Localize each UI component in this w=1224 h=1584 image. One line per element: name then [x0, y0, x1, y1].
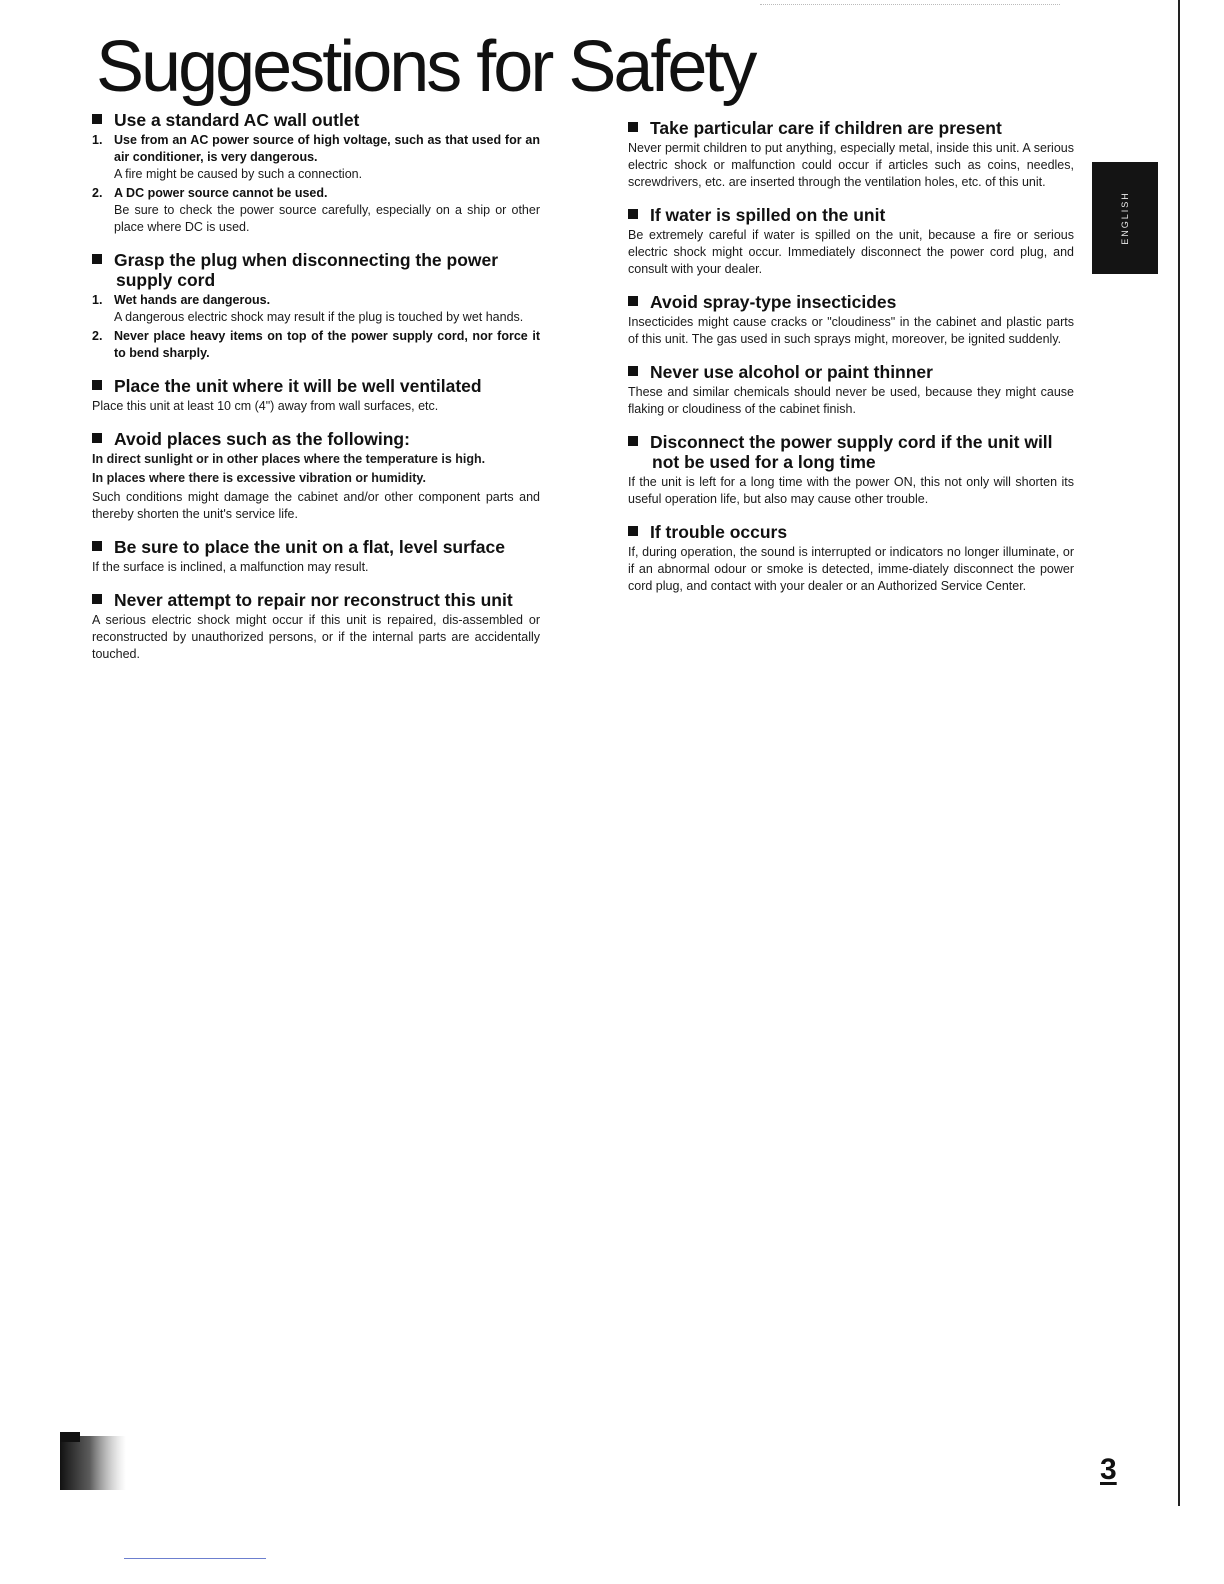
section-grasp-plug — [92, 250, 540, 362]
square-bullet-icon — [92, 114, 102, 124]
section-ventilation — [92, 376, 540, 415]
section-body: Place this unit at least 10 cm (4") away from wall surfaces, etc. — [92, 399, 439, 413]
square-bullet-icon — [628, 436, 638, 446]
item-lead: Use from an AC power source of high voltage, such as that used for an air conditioner, is very dangerous. — [114, 133, 540, 164]
section-heading: Grasp the plug when disconnecting the power supply cord — [92, 250, 540, 290]
section-heading: Avoid places such as the following: — [92, 429, 540, 449]
section-body: If the unit is left for a long time with the power ON, this not only will shorten its useful operation life, but also may cause other trouble. — [628, 475, 1074, 506]
left-column — [92, 110, 540, 677]
square-bullet-icon — [92, 594, 102, 604]
square-bullet-icon — [628, 122, 638, 132]
section-alcohol-thinner — [628, 362, 1074, 418]
section-standard-outlet — [92, 110, 540, 236]
item-lead: Never place heavy items on top of the power supply cord, nor force it to bend sharply. — [114, 329, 540, 360]
square-bullet-icon — [92, 541, 102, 551]
square-bullet-icon — [628, 296, 638, 306]
square-bullet-icon — [628, 209, 638, 219]
section-level-surface — [92, 537, 540, 576]
item-number: 2. — [92, 329, 103, 343]
section-heading: If trouble occurs — [628, 522, 1074, 542]
section-heading: Place the unit where it will be well ventilated — [92, 376, 540, 396]
square-bullet-icon — [92, 254, 102, 264]
item-lead: A DC power source cannot be used. — [114, 186, 328, 200]
section-body: Such conditions might damage the cabinet and/or other component parts and thereby shorten the unit's service life. — [92, 490, 540, 521]
section-heading: Avoid spray-type insecticides — [628, 292, 1074, 312]
square-bullet-icon — [92, 380, 102, 390]
section-bold-line: In direct sunlight or in other places where the temperature is high. — [92, 452, 486, 466]
item-number: 2. — [92, 186, 103, 200]
section-body: A serious electric shock might occur if this unit is repaired, dis-assembled or reconstructed by unauthorized persons, or if the internal parts are accidentally touched. — [92, 613, 540, 661]
page-number: 3 — [1100, 1453, 1117, 1486]
language-tab — [1092, 162, 1158, 274]
section-body: If, during operation, the sound is interrupted or indicators no longer illuminate, or if an abnormal odour or smoke is detected, imme-diately disconnect the power cord plug, and contact with your dealer or an Authorized Service Center. — [628, 545, 1074, 593]
numbered-item — [92, 185, 540, 236]
scan-dotted-edge — [760, 4, 1060, 5]
section-heading: Use a standard AC wall outlet — [92, 110, 540, 130]
numbered-item — [92, 292, 540, 326]
section-children — [628, 118, 1074, 191]
numbered-item — [92, 132, 540, 183]
section-body: If the surface is inclined, a malfunction may result. — [92, 560, 369, 574]
section-body: These and similar chemicals should never be used, because they might cause flaking or cloudiness of the cabinet finish. — [628, 385, 1074, 416]
bottom-edge-line — [124, 1558, 266, 1559]
section-trouble — [628, 522, 1074, 595]
section-no-repair — [92, 590, 540, 663]
language-tab-label: ENGLISH — [1119, 191, 1130, 245]
section-body: Be extremely careful if water is spilled on the unit, because a fire or serious electric shock might occur. Immediately disconnect the power cord plug, and consult with your dealer. — [628, 228, 1074, 276]
section-water-spill — [628, 205, 1074, 278]
square-bullet-icon — [92, 433, 102, 443]
section-body: Never permit children to put anything, especially metal, inside this unit. A serious electric shock or malfunction could occur if articles such as coins, needles, screwdrivers, etc. are inserted through the ventilation holes, etc. of this unit. — [628, 141, 1074, 189]
item-lead: Wet hands are dangerous. — [114, 293, 271, 307]
section-heading: Disconnect the power supply cord if the unit will not be used for a long time — [628, 432, 1074, 472]
section-heading: Be sure to place the unit on a flat, level surface — [92, 537, 540, 557]
square-bullet-icon — [628, 366, 638, 376]
right-column — [628, 118, 1074, 609]
section-heading: If water is spilled on the unit — [628, 205, 1074, 225]
item-detail: A fire might be caused by such a connection. — [114, 167, 363, 181]
page-title: Suggestions for Safety — [96, 27, 755, 107]
section-heading: Never attempt to repair nor reconstruct this unit — [92, 590, 540, 610]
page-edge-rule — [1178, 0, 1180, 1506]
section-disconnect-long-time — [628, 432, 1074, 508]
section-bold-line: In places where there is excessive vibration or humidity. — [92, 471, 426, 485]
item-number: 1. — [92, 293, 103, 307]
item-detail: Be sure to check the power source carefully, especially on a ship or other place where DC is used. — [114, 203, 540, 234]
section-insecticides — [628, 292, 1074, 348]
section-heading: Take particular care if children are present — [628, 118, 1074, 138]
item-detail: A dangerous electric shock may result if the plug is touched by wet hands. — [114, 310, 524, 324]
numbered-item — [92, 328, 540, 362]
section-avoid-places — [92, 429, 540, 523]
section-heading: Never use alcohol or paint thinner — [628, 362, 1074, 382]
item-number: 1. — [92, 133, 103, 147]
section-body: Insecticides might cause cracks or "cloudiness" in the cabinet and plastic parts of this unit. The gas used in such sprays might, moreover, be ignited suddenly. — [628, 315, 1074, 346]
square-bullet-icon — [628, 526, 638, 536]
registration-mark-icon — [60, 1432, 126, 1490]
